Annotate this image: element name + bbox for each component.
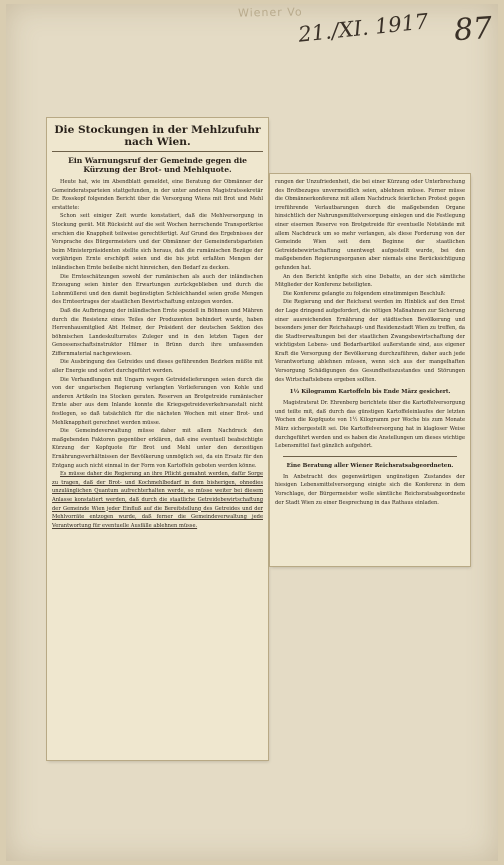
paragraph: Die Ausbringung des Getreides und dieses geführenden Bezirken müßte mit aller Energie und sofort durchgeführt werden. (52, 359, 263, 375)
paragraph: Die Konferenz gelangte zu folgendem einstimmigen Beschluß: (283, 290, 446, 297)
handwritten-date: 21./XI. 1917 (297, 9, 430, 47)
paragraph: Daß die Aufbringung der inländischen Ernte speziell in Böhmen und Mähren durch die Resistenz eines Teiles der Produzenten behindert wurde, haben Herrenhausmitglied Abt Helmer, der Präsident der deutschen Sektion des böhmischen Landeskulturrates Zuleger und in den letzten Tagen der Genossenschaftsinstruktor Hilmer in Brünn durch ihre umfassenden Ziffernmaterial nachgewiesen. (52, 307, 263, 357)
clipping-column-2 (270, 174, 470, 566)
article-headline: Die Stockungen in der Mehlzufuhr nach Wien. (52, 124, 263, 152)
section-title-meeting: Eine Beratung aller Wiener Reichsratsabgeordneten. (286, 462, 454, 469)
paragraph: An den Bericht knüpfte sich eine Debatte, an der sich sämtliche Mitglieder der Konferenz beteiligten. (275, 273, 465, 289)
handwritten-page-number: 87 (452, 10, 494, 49)
paragraph: In Anbetracht des gegenwärtigen ungünstigen Zustandes der hiesigen Lebensmittelversorgung einigte sich die Konferenz in dem Vorschlage, der Bürgermeister wolle sämtliche Reichsratsabgeordnete der Stadt Wien zu einer Besprechung in das Rathaus einladen. (275, 473, 465, 506)
paragraph: Die Regierung und der Reichsrat werden im Hinblick auf den Ernst der Lage dringend aufgefordert, die nötigen Maßnahmen zur Sicherung einer ausreichenden Ernährung der städtischen Bevölkerung und besonders jener der Reichshaupt- und Residenzstadt Wien zu treffen, da die Stadtverwaltungen bei der staatlichen Zwangsbewirtschaftung der wichtigsten Lebens- und Bedarfsartikel außerstande sind, aus eigener Kraft die Versorgung der Bevölkerung durchzuführen, daher auch jede Verantwortung ablehnen müssen, wenn sich aus der mangelhaften Versorgung Schädigungen des Gesundheitszustandes und Störungen des Wirtschaftslebens ergeben sollten. (275, 299, 465, 383)
paragraph: Schon seit einiger Zeit wurde konstatiert, daß die Mehlversorgung in Stockung gerät. Mit Rücksicht auf die seit Wochen herrschende Transportkrise erschien die Knappheit teilweise gerechtfertigt. Auf Grund des Ergebnisses der Vorsprache des Bürgermeisters und der Obmänner der Gemeinderatsparteien beim Ministerpräsidenten stellte sich heraus, daß die rumänischen Bezüge der vorjährigen Ernte erschöpft seien und die bis jetzt erfaßten Mengen der inländischen Ernte beileibe nicht hinreichen, den Bedarf zu decken. (52, 213, 263, 271)
clipping-column-1 (47, 118, 268, 760)
faded-stamp: Wiener Vo (237, 5, 303, 20)
paragraph: Die Verhandlungen mit Ungarn wegen Getreidelieferungen seien durch die von der ungarischen Regierung verlangten Vorlieferungen von Kohle und anderen Artikeln ins Stocken geraten. Reserven an Brotgetreide rumänischer Ernte aber aus dem Inlande konnte die Kriegsgetreideverkehrsanstalt nicht festlegen, so daß tatsächlich für die nächsten Wochen mit einer Brot- und Mehlknappheit gerechnet werden müsse. (52, 376, 263, 426)
article-subheadline: Ein Warnungsruf der Gemeinde gegen die Kürzung der Brot- und Mehlquote. (68, 156, 247, 174)
paragraph: Magistratsrat Dr. Ehrenberg berichtete über die Kartoffelversorgung und teilte mit, daß durch das günstigen Kartoffeleinlaufes der letzten Wochen die Kopfquote von 1½ Kilogramm per Woche bis zum Monate März sichergestellt sei. Die Kartoffelversorgung hat in klagloser Weise durchgeführt werden und es haben die Anstellungen um dieses wichtige Lebensmittel fast gänzlich aufgehört. (275, 400, 465, 450)
paragraph: Die Gemeindeverwaltung müsse daher mit allem Nachdruck den maßgebenden Faktoren gegenüber erklären, daß eine eventuell beabsichtigte Kürzung der Kopfquote für Brot und Mehl unter den derzeitigen Ernährungsverhältnissen der Bevölkerung unmöglich sei, da ein Ersatz für den Entgang auch nicht einmal in der Form von Kartoffeln geboten werden könne. (52, 428, 263, 469)
paragraph-underlined: Es müsse daher die Regierung an ihre Pflicht gemahnt werden, dafür Sorge zu tragen, daß der Brot- und Kochmehlbedarf in dem bisherigen, ohnedies unzulänglichen Quantum aufrechterhalten werde, so müsse weiter bei diesem Anlasse konstatiert werden, daß durch die staatliche Getreidebewirtschaftung der Gemeinde Wien jeder Einfluß auf die Bereitstellung des Getreides und der Mehlvorräte entzogen wurde, daß ferner die Gemeindeverwaltung jede Verantwortung für eventuelle Ausfälle ablehnen müsse. (52, 471, 263, 529)
section-title-potatoes: 1½ Kilogramm Kartoffeln bis Ende März gesichert. (289, 389, 451, 396)
paragraph: Die Ernteschätzungen sowohl der rumänischen als auch der inländischen Erzeugung seien hinter den Erwartungen zurückgeblieben und durch die Lohnmüllerei und den damit begünstigten Schleichhandel seien große Mengen des Ernteertrages der staatlichen Bewirtschaftung entzogen worden. (52, 273, 263, 306)
paragraph: rungen der Unzufriedenheit, die bei einer Kürzung oder Unterbrechung des Brotbezuges unvermeidlich seien, ablehnen müsse. Ferner müsse die Obmännerkonferenz mit allem Nachdruck feierlichen Protest gegen irreführende Verlautbarungen durch die maßgebenden Organe hinsichtlich der Nahrungsmittelversorgung einlegen und die Festlegung einer eisernen Reserve von Brotgetreide für eventuelle Notstände mit allem Nachdruck um so mehr verlangen, als diese Forderung von der Gemeinde Wien seit dem Beginne der staatlichen Getreidebewirtschaftung unentwegt aufgestellt wurde, bei den maßgebenden Regierungsorganen aber niemals eine Berücksichtigung gefunden hat. (275, 179, 465, 271)
divider (283, 456, 457, 457)
paragraph: Heute hat, wie im Abendblatt gemeldet, eine Beratung der Obmänner der Gemeinderatsparteien stattgefunden, in der unter anderen Magistratssekretär Dr. Rosskopf folgenden Bericht über die Versorgung Wiens mit Brot und Mehl erstattete: (52, 179, 263, 211)
